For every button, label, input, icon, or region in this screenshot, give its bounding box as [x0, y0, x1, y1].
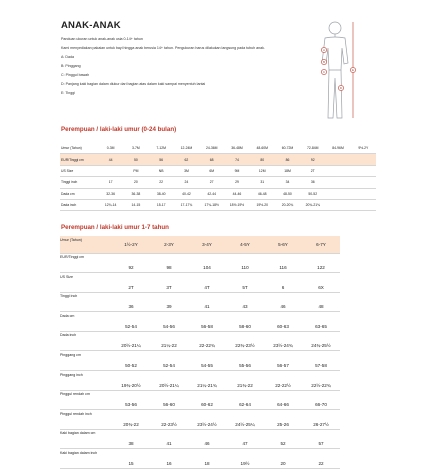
table2-title: Perempuan / laki-laki umur 1-7 tahun: [61, 224, 169, 231]
table-cell: 3T: [150, 273, 188, 293]
row-label: EUR/Tinggi cm: [60, 154, 98, 165]
table-row: [60, 292, 340, 312]
table-cell: 22¾-23½: [226, 331, 264, 351]
row-label: US Size: [60, 165, 98, 176]
table-row: [60, 273, 340, 293]
table-cell: 18½-19½: [224, 199, 249, 210]
table-cell: 47: [226, 429, 264, 449]
table-row: [60, 390, 340, 410]
marker-a: A: [322, 48, 326, 52]
row-label: Pinggang cm: [60, 351, 112, 371]
table-cell: 80: [250, 154, 275, 165]
table-row: [60, 371, 340, 391]
table-cell: [98, 165, 123, 176]
table-cell: 17-17¾: [174, 199, 199, 210]
table-cell: 46-48: [250, 188, 275, 199]
table-cell: 50-52: [300, 188, 325, 199]
table-header-cell: 60-72M: [275, 143, 300, 154]
table-cell: 34: [275, 177, 300, 188]
table-cell: 25-26: [264, 410, 302, 430]
table-cell: 15: [112, 449, 150, 469]
table-cell: [351, 199, 376, 210]
table-cell: 21¾-22: [226, 371, 264, 391]
table-cell: 14-15: [123, 199, 148, 210]
table-cell: [325, 188, 350, 199]
table-cell: 22: [149, 177, 174, 188]
table-cell: 56-60: [150, 390, 188, 410]
table-cell: [351, 165, 376, 176]
table-header-cell: 9½-2Y: [351, 143, 376, 154]
table-cell: 60-62: [188, 390, 226, 410]
table-cell: 86: [275, 154, 300, 165]
table-cell: 48: [302, 292, 340, 312]
table-cell: 22½-22¾: [302, 371, 340, 391]
table-cell: 54-56: [150, 312, 188, 332]
table-cell: 2T: [300, 165, 325, 176]
table1-title: Perempuan / laki-laki umur (0-24 bulan): [61, 126, 177, 133]
size-table-0-24-months: [60, 143, 376, 211]
row-label: Dada cm: [60, 312, 112, 332]
table-cell: 20-20¾: [275, 199, 300, 210]
table-cell: 31: [250, 177, 275, 188]
table-row: [60, 312, 340, 332]
table-cell: 53-56: [112, 390, 150, 410]
table-cell: 57-58: [302, 351, 340, 371]
table-cell: 21¼-22: [150, 331, 188, 351]
table-cell: 17: [98, 177, 123, 188]
table-cell: 40-42: [174, 188, 199, 199]
table-cell: 52-54: [150, 351, 188, 371]
table-cell: 46: [264, 292, 302, 312]
table-row: [60, 154, 376, 165]
measure-a-chest: A: Dada: [61, 54, 74, 59]
table-cell: 9M: [224, 165, 249, 176]
table-header-cell: Umur (Tahun): [60, 143, 98, 154]
table-cell: 98: [150, 253, 188, 273]
row-label: US Size: [60, 273, 112, 293]
table-header-row: [60, 236, 340, 253]
table-row: [60, 449, 340, 469]
table-cell: 48-50: [275, 188, 300, 199]
table-cell: 20: [123, 177, 148, 188]
table-cell: 3M: [174, 165, 199, 176]
table-cell: PM: [123, 165, 148, 176]
table-cell: 38-40: [149, 188, 174, 199]
table-cell: 18: [188, 449, 226, 469]
table-cell: [351, 154, 376, 165]
table-cell: 23½-24½: [188, 410, 226, 430]
table-cell: 104: [188, 253, 226, 273]
table-cell: 12¾-14: [98, 199, 123, 210]
child-measurement-figure-icon: [310, 18, 360, 128]
table-cell: 52: [264, 429, 302, 449]
table-cell: 26-27½: [302, 410, 340, 430]
table-header-cell: 3-7M: [123, 143, 148, 154]
intro-age-range: Panduan ukuran untuk anak-anak usia 0-14+ tahun: [61, 37, 143, 41]
measure-e-height: E: Tinggi: [61, 90, 75, 95]
table-cell: 17¾-18½: [199, 199, 224, 210]
table-header-cell: 1½-2Y: [112, 236, 150, 253]
table-cell: 62: [174, 154, 199, 165]
table-cell: 60-63: [264, 312, 302, 332]
table-cell: [351, 177, 376, 188]
row-label: EUR/Tinggi cm: [60, 253, 112, 273]
table-cell: 52-54: [112, 312, 150, 332]
table-cell: 41: [150, 429, 188, 449]
table-cell: 6X: [302, 273, 340, 293]
table-row: [60, 253, 340, 273]
size-table-1-7-years: [60, 236, 340, 469]
table-row: [60, 351, 340, 371]
table-cell: 54-55: [188, 351, 226, 371]
table-header-cell: 0-3M: [98, 143, 123, 154]
table-cell: 64-66: [264, 390, 302, 410]
table-cell: 36: [112, 292, 150, 312]
table-cell: 19½-20: [250, 199, 275, 210]
table-cell: 55-56: [226, 351, 264, 371]
table-cell: 39: [150, 292, 188, 312]
table-cell: 19½: [226, 449, 264, 469]
table-cell: 50-52: [112, 351, 150, 371]
table-cell: NB: [149, 165, 174, 176]
table-cell: 56-58: [188, 312, 226, 332]
table-cell: 41: [188, 292, 226, 312]
row-label: Pinggul rendah cm: [60, 390, 112, 410]
row-label: Tinggi inch: [60, 177, 98, 188]
measure-b-waist: B: Pinggang: [61, 63, 81, 68]
table-cell: 24¾-25½: [302, 331, 340, 351]
table-cell: 62-64: [226, 390, 264, 410]
table-cell: 22: [302, 449, 340, 469]
row-label: Dada inch: [60, 199, 98, 210]
table-cell: 46: [188, 429, 226, 449]
intro-description: Kami menyediakan pakaian untuk bayi hingga anak berusia 14+ tahun. Pengukuran harus dilakukan langsung pada tubuh anak.: [61, 45, 265, 50]
row-label: Dada cm: [60, 188, 98, 199]
table-cell: 6: [264, 273, 302, 293]
table-header-cell: 2-3Y: [150, 236, 188, 253]
table-row: [60, 177, 376, 188]
table-header-cell: 6-7Y: [302, 236, 340, 253]
table-cell: 92: [300, 154, 325, 165]
table-cell: 29: [224, 177, 249, 188]
table-header-cell: 72-84M: [300, 143, 325, 154]
intro-text: [61, 37, 311, 100]
table-cell: 19¾-20½: [112, 371, 150, 391]
table-cell: 43: [226, 292, 264, 312]
table-cell: 16: [150, 449, 188, 469]
table-header-cell: 84-96M: [325, 143, 350, 154]
table-cell: 74: [224, 154, 249, 165]
table-cell: 92: [112, 253, 150, 273]
marker-b: B: [322, 60, 326, 64]
table-cell: 116: [264, 253, 302, 273]
page-title: ANAK-ANAK: [61, 20, 121, 31]
table-header-cell: 48-60M: [250, 143, 275, 154]
table-cell: 21¼-21¾: [188, 371, 226, 391]
table-cell: 15-17: [149, 199, 174, 210]
table-header-cell: 4-5Y: [226, 236, 264, 253]
table-cell: [325, 165, 350, 176]
table-row: [60, 429, 340, 449]
table-header-cell: 36-48M: [224, 143, 249, 154]
table-cell: 12M: [250, 165, 275, 176]
table-cell: 56: [149, 154, 174, 165]
table-header-cell: Umur (Tahun): [60, 236, 112, 253]
table-header-cell: 12-24M: [174, 143, 199, 154]
table-cell: [325, 177, 350, 188]
table-cell: 18M: [275, 165, 300, 176]
table-cell: 57: [302, 429, 340, 449]
row-label: Kaki bagian dalam inch: [60, 449, 112, 469]
measure-c-low-hip: C: Pinggul bawah: [61, 72, 90, 77]
table-row: [60, 199, 376, 210]
table-cell: 20: [264, 449, 302, 469]
row-label: Kaki bagian dalam cm: [60, 429, 112, 449]
table-cell: 50: [123, 154, 148, 165]
table-cell: 42-44: [199, 188, 224, 199]
table-cell: 38: [112, 429, 150, 449]
table-cell: 44-46: [224, 188, 249, 199]
table-cell: 63-65: [302, 312, 340, 332]
table-header-cell: 24-36M: [199, 143, 224, 154]
table-cell: 22-23½: [150, 410, 188, 430]
table-cell: 24: [174, 177, 199, 188]
table-cell: 4T: [188, 273, 226, 293]
table-cell: [325, 199, 350, 210]
row-label: Pinggang inch: [60, 371, 112, 391]
marker-e: E: [351, 68, 355, 72]
table-cell: 22-22½: [264, 371, 302, 391]
table-cell: 20¾-21¾: [300, 199, 325, 210]
table-cell: 22-22¾: [188, 331, 226, 351]
row-label: Dada inch: [60, 331, 112, 351]
table-cell: 5T: [226, 273, 264, 293]
table-cell: 20½-21¼: [112, 331, 150, 351]
marker-c: C: [322, 70, 326, 74]
table-cell: 110: [226, 253, 264, 273]
table-row: [60, 410, 340, 430]
table-cell: 56-57: [264, 351, 302, 371]
table-cell: 122: [302, 253, 340, 273]
measure-d-inseam: D: Panjang kaki bagian dalam diukur dari bagian atas dalam kaki sampai menyentuh lantai: [61, 81, 206, 86]
row-label: Tinggi inch: [60, 292, 112, 312]
table-cell: 68: [199, 154, 224, 165]
table-cell: 36: [300, 177, 325, 188]
table-cell: [325, 154, 350, 165]
table-cell: 20½-21¼: [150, 371, 188, 391]
table-cell: 44: [98, 154, 123, 165]
table-cell: [351, 188, 376, 199]
table-row: [60, 331, 340, 351]
table-cell: 23½-24¾: [264, 331, 302, 351]
row-label: Pinggul rendah inch: [60, 410, 112, 430]
table-row: [60, 165, 376, 176]
table-header-row: [60, 143, 376, 154]
table-header-cell: 7-12M: [149, 143, 174, 154]
table-cell: 27: [199, 177, 224, 188]
table-cell: 20¾-22: [112, 410, 150, 430]
table-cell: 2T: [112, 273, 150, 293]
table-header-cell: 3-4Y: [188, 236, 226, 253]
table-cell: 6M: [199, 165, 224, 176]
table-cell: 58-60: [226, 312, 264, 332]
marker-d: D: [339, 86, 343, 90]
table-cell: 66-70: [302, 390, 340, 410]
table-header-cell: 5-6Y: [264, 236, 302, 253]
table-cell: 36-38: [123, 188, 148, 199]
table-cell: 32-36: [98, 188, 123, 199]
table-row: [60, 188, 376, 199]
table-cell: 24½-25¼: [226, 410, 264, 430]
